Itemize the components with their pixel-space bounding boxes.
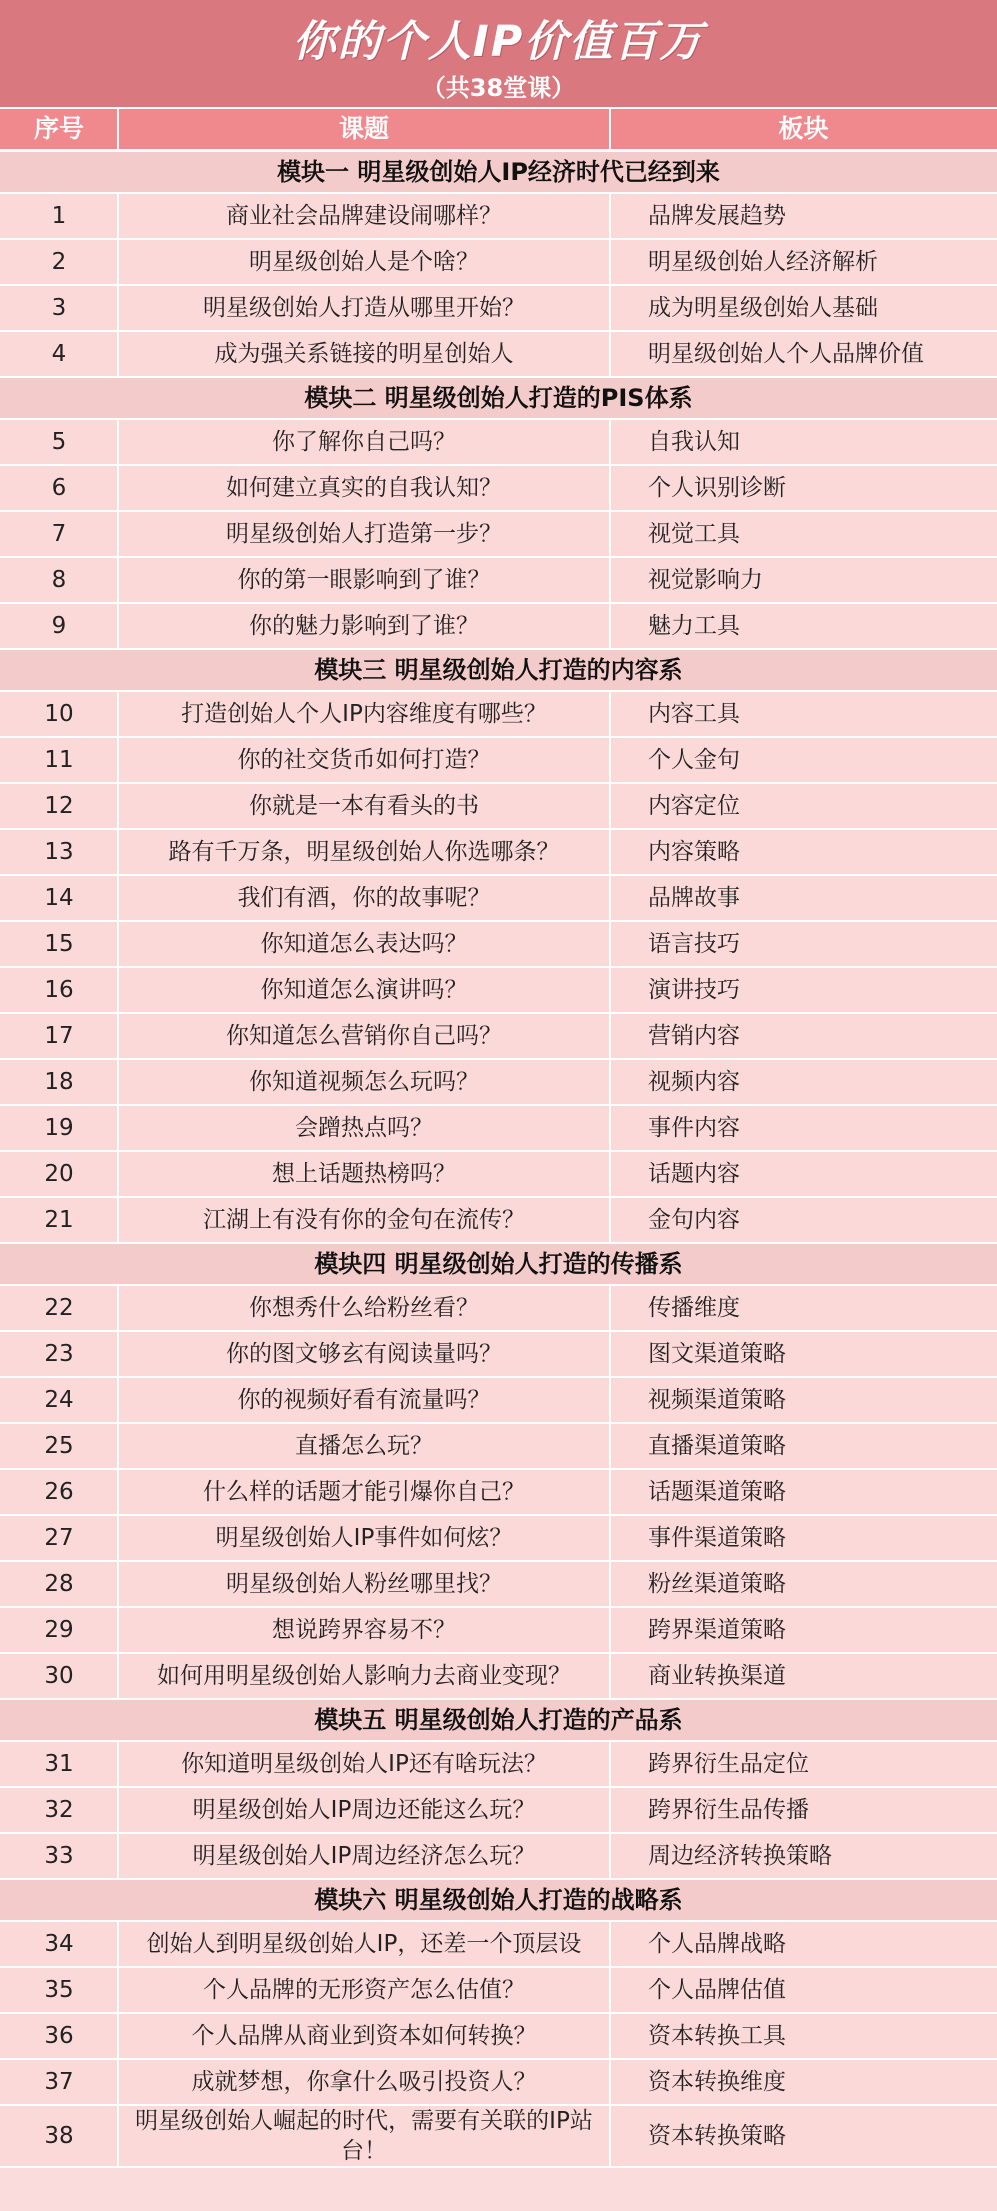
column-divider: [609, 2060, 611, 2104]
table-row: [0, 830, 997, 876]
lesson-section: 周边经济转换策略: [648, 1843, 832, 1869]
table-row: [0, 1742, 997, 1788]
table-row: [0, 1834, 997, 1880]
column-divider: [609, 1332, 611, 1376]
column-divider: [609, 194, 611, 238]
column-divider: [609, 420, 611, 464]
module-header-row: 模块六 明星级创始人打造的战略系: [0, 1880, 997, 1922]
column-divider: [117, 876, 119, 920]
lesson-number: 21: [44, 1207, 74, 1233]
table-row: [0, 1608, 997, 1654]
lesson-topic: 你的社交货币如何打造？: [237, 747, 491, 773]
column-divider: [117, 332, 119, 376]
lesson-number: 35: [44, 1977, 74, 2003]
column-divider: [609, 1014, 611, 1058]
lesson-section: 演讲技巧: [648, 977, 740, 1003]
lesson-section: 资本转换策略: [648, 2123, 786, 2149]
lesson-section: 视频内容: [648, 1069, 740, 1095]
table-row: [0, 604, 997, 650]
table-row: [0, 1332, 997, 1378]
lesson-topic: 如何用明星级创始人影响力去商业变现？: [157, 1663, 571, 1689]
lesson-number: 22: [44, 1295, 74, 1321]
table-row: [0, 1788, 997, 1834]
column-divider: [609, 738, 611, 782]
lesson-number: 16: [44, 977, 74, 1003]
column-divider: [117, 1106, 119, 1150]
lesson-number: 13: [44, 839, 74, 865]
lesson-number: 8: [51, 567, 67, 593]
lesson-topic: 你知道明星级创始人IP还有啥玩法？: [181, 1751, 547, 1777]
column-divider: [117, 692, 119, 736]
lesson-section: 明星级创始人个人品牌价值: [648, 341, 924, 367]
page-subtitle: （共38堂课）: [421, 74, 576, 102]
lesson-number: 28: [44, 1571, 74, 1597]
lesson-topic: 你的图文够玄有阅读量吗？: [226, 1341, 502, 1367]
column-divider: [117, 968, 119, 1012]
lesson-number: 29: [44, 1617, 74, 1643]
column-divider: [117, 420, 119, 464]
column-divider: [117, 604, 119, 648]
lesson-number: 20: [44, 1161, 74, 1187]
table-row: [0, 1424, 997, 1470]
lesson-number: 15: [44, 931, 74, 957]
lesson-section: 粉丝渠道策略: [648, 1571, 786, 1597]
lesson-topic: 个人品牌从商业到资本如何转换？: [191, 2023, 537, 2049]
column-divider: [117, 1742, 119, 1786]
table-row: [0, 968, 997, 1014]
table-row: [0, 420, 997, 466]
column-divider: [609, 1834, 611, 1878]
lesson-number: 30: [44, 1663, 74, 1689]
column-divider: [609, 784, 611, 828]
column-divider: [117, 240, 119, 284]
lesson-topic: 打造创始人个人IP内容维度有哪些？: [181, 701, 547, 727]
table-row: [0, 876, 997, 922]
column-divider: [117, 1968, 119, 2012]
lesson-number: 18: [44, 1069, 74, 1095]
column-divider: [609, 1470, 611, 1514]
lesson-section: 成为明星级创始人基础: [648, 295, 878, 321]
table-row: [0, 332, 997, 378]
column-divider: [609, 558, 611, 602]
column-divider: [609, 922, 611, 966]
module-header-row: 模块二 明星级创始人打造的PIS体系: [0, 378, 997, 420]
lesson-number: 23: [44, 1341, 74, 1367]
column-divider: [609, 1968, 611, 2012]
lesson-number: 31: [44, 1751, 74, 1777]
table-row: [0, 2060, 997, 2106]
table-row: [0, 1286, 997, 1332]
table-row: [0, 194, 997, 240]
module-header-row: 模块一 明星级创始人IP经济时代已经到来: [0, 152, 997, 194]
lesson-topic: 你了解你自己吗？: [272, 429, 456, 455]
column-divider: [117, 512, 119, 556]
lesson-section: 商业转换渠道: [648, 1663, 786, 1689]
lesson-topic: 明星级创始人粉丝哪里找？: [226, 1571, 502, 1597]
lesson-section: 魅力工具: [648, 613, 740, 639]
module-header-row: 模块四 明星级创始人打造的传播系: [0, 1244, 997, 1286]
table-row: [0, 1106, 997, 1152]
table-row: [0, 1152, 997, 1198]
table-row: [0, 784, 997, 830]
table-row: [0, 558, 997, 604]
lesson-topic: 个人品牌的无形资产怎么估值？: [203, 1977, 525, 2003]
column-divider: [609, 830, 611, 874]
column-divider: [609, 1608, 611, 1652]
column-divider: [117, 1198, 119, 1242]
lesson-topic: 成为强关系链接的明星创始人: [214, 341, 514, 367]
table-row: [0, 1470, 997, 1516]
column-divider: [117, 1608, 119, 1652]
column-divider: [117, 2106, 119, 2166]
lesson-section: 内容定位: [648, 793, 740, 819]
column-divider: [117, 286, 119, 330]
column-divider: [117, 1378, 119, 1422]
lesson-number: 3: [51, 295, 67, 321]
lesson-topic: 明星级创始人IP周边经济怎么玩？: [192, 1843, 536, 1869]
lesson-section: 品牌发展趋势: [648, 203, 786, 229]
lesson-number: 12: [44, 793, 74, 819]
lesson-topic: 路有千万条，明星级创始人你选哪条？: [168, 839, 560, 865]
lesson-number: 5: [51, 429, 67, 455]
lesson-topic: 你的魅力影响到了谁？: [249, 613, 479, 639]
lesson-topic: 你的视频好看有流量吗？: [237, 1387, 491, 1413]
lesson-number: 24: [44, 1387, 74, 1413]
lesson-section: 跨界衍生品定位: [648, 1751, 809, 1777]
column-divider: [117, 2014, 119, 2058]
table-row: [0, 1060, 997, 1106]
table-row: [0, 240, 997, 286]
column-divider: [609, 332, 611, 376]
column-divider: [609, 1378, 611, 1422]
lesson-topic: 你知道怎么营销你自己吗？: [226, 1023, 502, 1049]
column-divider: [117, 1286, 119, 1330]
lesson-section: 图文渠道策略: [648, 1341, 786, 1367]
column-divider: [117, 1562, 119, 1606]
column-divider: [609, 1742, 611, 1786]
column-divider: [117, 1788, 119, 1832]
table-row: [0, 1198, 997, 1244]
lesson-topic: 明星级创始人打造从哪里开始？: [203, 295, 525, 321]
lesson-number: 26: [44, 1479, 74, 1505]
lesson-topic: 创始人到明星级创始人IP，还差一个顶层设: [146, 1931, 582, 1957]
table-row: [0, 738, 997, 784]
lesson-topic: 明星级创始人崛起的时代，需要有关联的IP站台！: [135, 2108, 593, 2164]
lesson-number: 11: [44, 747, 74, 773]
lesson-section: 事件内容: [648, 1115, 740, 1141]
lesson-section: 事件渠道策略: [648, 1525, 786, 1551]
module-header-row: 模块五 明星级创始人打造的产品系: [0, 1700, 997, 1742]
column-divider: [609, 1516, 611, 1560]
lesson-number: 4: [51, 341, 67, 367]
column-divider: [609, 1788, 611, 1832]
lesson-number: 2: [51, 249, 67, 275]
table-row: [0, 466, 997, 512]
lesson-section: 资本转换工具: [648, 2023, 786, 2049]
lesson-topic: 明星级创始人IP周边还能这么玩？: [192, 1797, 536, 1823]
lesson-section: 跨界衍生品传播: [648, 1797, 809, 1823]
table-row: [0, 2014, 997, 2060]
lesson-topic: 江湖上有没有你的金句在流传？: [203, 1207, 525, 1233]
column-divider: [609, 466, 611, 510]
lesson-section: 个人识别诊断: [648, 475, 786, 501]
column-divider: [609, 2014, 611, 2058]
column-divider: [117, 1834, 119, 1878]
column-header-section: 板块: [778, 114, 829, 143]
lesson-number: 14: [44, 885, 74, 911]
column-divider: [609, 692, 611, 736]
table-row: [0, 692, 997, 738]
column-divider: [117, 194, 119, 238]
column-divider: [117, 466, 119, 510]
lesson-number: 1: [51, 203, 67, 229]
lesson-number: 32: [44, 1797, 74, 1823]
column-divider: [117, 830, 119, 874]
lesson-topic: 如何建立真实的自我认知？: [226, 475, 502, 501]
lesson-number: 38: [44, 2123, 74, 2149]
lesson-section: 内容工具: [648, 701, 740, 727]
column-divider: [609, 1286, 611, 1330]
lesson-topic: 我们有酒，你的故事呢？: [237, 885, 491, 911]
lesson-number: 25: [44, 1433, 74, 1459]
column-divider: [117, 738, 119, 782]
column-divider: [117, 1332, 119, 1376]
table-row: [0, 1968, 997, 2014]
lesson-section: 传播维度: [648, 1295, 740, 1321]
column-divider: [609, 1654, 611, 1698]
column-divider: [609, 1922, 611, 1966]
column-divider: [117, 1922, 119, 1966]
table-row: [0, 2106, 997, 2168]
column-divider: [609, 2106, 611, 2166]
column-divider: [117, 558, 119, 602]
lesson-topic: 你想秀什么给粉丝看？: [249, 1295, 479, 1321]
table-row: [0, 1562, 997, 1608]
lesson-number: 7: [51, 521, 67, 547]
title-banner: [0, 0, 997, 109]
lesson-number: 37: [44, 2069, 74, 2095]
column-divider: [609, 604, 611, 648]
lesson-topic: 想说跨界容易不？: [272, 1617, 456, 1643]
lesson-topic: 什么样的话题才能引爆你自己？: [203, 1479, 525, 1505]
lesson-section: 品牌故事: [648, 885, 740, 911]
table-row: [0, 1516, 997, 1562]
table-header-row: [0, 109, 997, 152]
lesson-section: 金句内容: [648, 1207, 740, 1233]
column-divider: [117, 784, 119, 828]
table-row: [0, 1922, 997, 1968]
table-row: [0, 512, 997, 558]
lesson-section: 直播渠道策略: [648, 1433, 786, 1459]
lesson-section: 资本转换维度: [648, 2069, 786, 2095]
lesson-number: 36: [44, 2023, 74, 2049]
column-divider: [117, 1424, 119, 1468]
table-row: [0, 1378, 997, 1424]
lesson-section: 营销内容: [648, 1023, 740, 1049]
column-header-topic: 课题: [338, 114, 389, 143]
lesson-topic: 成就梦想，你拿什么吸引投资人？: [191, 2069, 537, 2095]
lesson-section: 视频渠道策略: [648, 1387, 786, 1413]
column-divider: [609, 240, 611, 284]
lesson-section: 视觉影响力: [648, 567, 763, 593]
column-divider: [609, 876, 611, 920]
column-divider: [609, 512, 611, 556]
column-divider: [609, 1424, 611, 1468]
lesson-number: 9: [51, 613, 67, 639]
column-divider: [609, 1562, 611, 1606]
column-header-number: 序号: [33, 114, 84, 143]
table-row: [0, 1014, 997, 1060]
lesson-section: 语言技巧: [648, 931, 740, 957]
lesson-topic: 你知道视频怎么玩吗？: [249, 1069, 479, 1095]
lesson-topic: 直播怎么玩？: [295, 1433, 433, 1459]
lesson-number: 27: [44, 1525, 74, 1551]
lesson-number: 10: [44, 701, 74, 727]
column-divider: [117, 1060, 119, 1104]
column-divider: [609, 286, 611, 330]
lesson-topic: 明星级创始人IP事件如何炫？: [215, 1525, 513, 1551]
column-divider: [609, 1152, 611, 1196]
lesson-number: 34: [44, 1931, 74, 1957]
lesson-topic: 商业社会品牌建设闹哪样？: [226, 203, 502, 229]
lesson-topic: 想上话题热榜吗？: [272, 1161, 456, 1187]
column-divider: [117, 109, 119, 149]
lesson-topic: 你知道怎么表达吗？: [260, 931, 468, 957]
lesson-topic: 你就是一本有看头的书: [249, 793, 479, 819]
column-divider: [117, 1470, 119, 1514]
table-row: [0, 1654, 997, 1700]
lesson-topic: 明星级创始人打造第一步？: [226, 521, 502, 547]
column-divider: [609, 968, 611, 1012]
table-row: [0, 922, 997, 968]
lesson-section: 话题渠道策略: [648, 1479, 786, 1505]
lesson-number: 33: [44, 1843, 74, 1869]
lesson-topic: 你的第一眼影响到了谁？: [237, 567, 491, 593]
column-divider: [117, 1152, 119, 1196]
column-divider: [117, 922, 119, 966]
column-divider: [609, 1198, 611, 1242]
column-divider: [117, 1516, 119, 1560]
column-divider: [609, 1060, 611, 1104]
lesson-number: 17: [44, 1023, 74, 1049]
lesson-topic: 会蹭热点吗？: [295, 1115, 433, 1141]
module-header-row: 模块三 明星级创始人打造的内容系: [0, 650, 997, 692]
lesson-topic: 明星级创始人是个啥？: [249, 249, 479, 275]
lesson-section: 话题内容: [648, 1161, 740, 1187]
column-divider: [609, 109, 611, 149]
column-divider: [117, 1654, 119, 1698]
page-title: 你的个人IP价值百万: [292, 17, 705, 67]
column-divider: [117, 2060, 119, 2104]
lesson-section: 视觉工具: [648, 521, 740, 547]
column-divider: [609, 1106, 611, 1150]
lesson-section: 跨界渠道策略: [648, 1617, 786, 1643]
lesson-topic: 你知道怎么演讲吗？: [260, 977, 468, 1003]
lesson-number: 19: [44, 1115, 74, 1141]
table-row: [0, 286, 997, 332]
lesson-section: 个人品牌估值: [648, 1977, 786, 2003]
column-divider: [117, 1014, 119, 1058]
lesson-section: 内容策略: [648, 839, 740, 865]
lesson-section: 明星级创始人经济解析: [648, 249, 878, 275]
lesson-section: 自我认知: [648, 429, 740, 455]
lesson-section: 个人品牌战略: [648, 1931, 786, 1957]
lesson-number: 6: [51, 475, 67, 501]
lesson-section: 个人金句: [648, 747, 740, 773]
